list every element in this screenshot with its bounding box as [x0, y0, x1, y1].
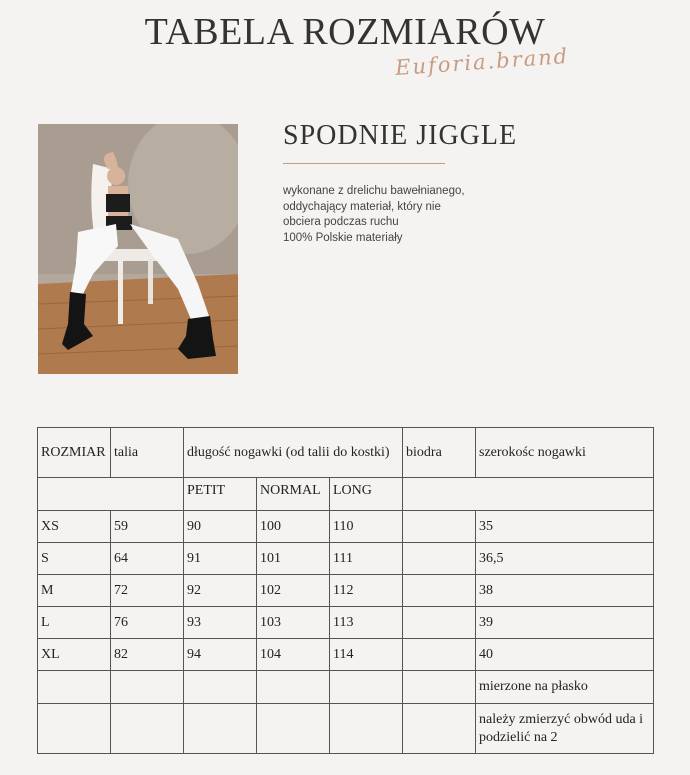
header-size: ROZMIAR — [38, 428, 111, 478]
size-table — [37, 427, 654, 754]
subheader-normal: NORMAL — [257, 478, 330, 511]
header-leg-width: szerokośc nogawki — [476, 428, 654, 478]
table-row: XS 59 90 100 110 35 — [38, 511, 654, 543]
table-subheader-row — [38, 478, 654, 511]
note-flat-measure: mierzone na płasko — [476, 671, 654, 704]
brand-signature: Euforia.brand — [394, 43, 570, 81]
table-note-row — [38, 671, 654, 704]
product-description — [283, 184, 465, 246]
product-name: SPODNIE JIGGLE — [283, 120, 518, 151]
header-leg-length: długość nogawki (od talii do kostki) — [184, 428, 403, 478]
header-waist: talia — [111, 428, 184, 478]
page-title: TABELA ROZMIARÓW — [144, 11, 546, 53]
product-name-divider — [283, 163, 445, 164]
table-row: M 72 92 102 112 38 — [38, 575, 654, 607]
table-header-row — [38, 428, 654, 478]
table-note-row — [38, 704, 654, 754]
table-row: S 64 91 101 111 36,5 — [38, 543, 654, 575]
table-row: L 76 93 103 113 39 — [38, 607, 654, 639]
description-line: oddychający materiał, który nie — [283, 200, 441, 213]
product-photo — [38, 124, 238, 374]
note-thigh-measure: należy zmierzyć obwód uda i podzielić na 2 — [476, 704, 654, 754]
subheader-long: LONG — [330, 478, 403, 511]
description-line: 100% Polskie materiały — [283, 231, 403, 244]
description-line: wykonane z drelichu bawełnianego, — [283, 185, 465, 197]
table-row: XL 82 94 104 114 40 — [38, 639, 654, 671]
header-hips: biodra — [403, 428, 476, 478]
description-line: obciera podczas ruchu — [283, 216, 399, 228]
subheader-petit: PETIT — [184, 478, 257, 511]
